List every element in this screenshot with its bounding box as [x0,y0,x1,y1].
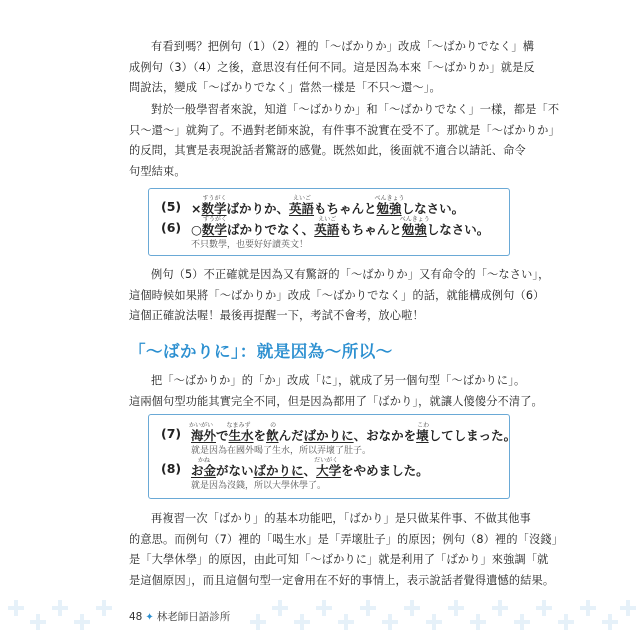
paragraph-line: 把「～ばかりか」的「か」改成「に」，就成了另一個句型「～ばかりに」。 [151,374,526,387]
paragraph-line: 有看到嗎？把例句（1）（2）裡的「～ばかりか」改成「～ばかりでなく」構 [151,40,535,53]
example-sentence: × すうがく 数学ばかりか、 えいご 英語もちゃんと べんきょう 勉強しなさい。 [191,195,465,216]
furigana: なまみず [226,422,251,429]
example-box-2 [148,414,517,499]
paragraph-line: 句型結束。 [129,165,186,179]
example-number: (6) [161,220,182,235]
plus-icon [360,600,376,616]
paragraph-line: 例句（5）不正確就是因為又有驚訝的「～ばかりか」又有命令的「～なさい」， [151,268,550,281]
plus-icon [470,614,486,630]
example-number: (5) [161,199,182,214]
furigana: べんきょう [374,195,405,202]
example-sentence: かいがい 海外で なまみず 生水を の 飲んだばかりに、おなかを こわ 壊してしまった。 [189,422,517,443]
furigana: べんきょう [399,216,430,223]
furigana: すうがく [202,216,227,223]
word: かいがい 海外 [189,422,217,443]
word: べんきょう 勉強 [399,216,430,237]
paragraph-line: 再複習一次「ばかり」的基本功能吧，「ばかり」是只做某件事、不做其他事 [151,512,531,525]
star-icon: ✦ [145,612,154,623]
section-heading: 「～ばかりに」：就是因為～所以～ [129,342,393,361]
example-box-1 [148,188,510,256]
furigana: の [270,422,277,429]
paragraph-line: 是這個原因」，而且這個句型一定會用在不好的事情上，表示說話者覺得遺憾的結果。 [129,574,555,588]
example-translation: 就是因為沒錢，所以大學休學了。 [191,481,327,491]
plus-icon [620,600,636,616]
plus-icon [426,614,442,630]
correct-mark: ○ [191,222,202,237]
plus-icon [30,614,46,630]
paragraph-line: 的意思。而例句（7）裡的「喝生水」是「弄壞肚子」的原因；例句（8）裡的「沒錢」 [129,532,564,546]
paragraph-5 [129,509,564,592]
word: すうがく 数学 [201,195,227,216]
example-number: (7) [161,426,182,441]
footer-pattern [0,596,640,640]
paragraph-line: 成例句（3）（4）之後，意思沒有任何不同。這是因為本來「～ばかりか」就是反 [129,60,535,74]
paragraph-1 [129,37,535,99]
furigana: かね [198,457,211,464]
paragraph-4 [129,371,543,412]
example-translation: 不只數學，也要好好讀英文！ [191,240,309,250]
plus-icon [52,600,68,616]
plus-icon [8,600,24,616]
plus-icon [382,614,398,630]
furigana: えいご [293,195,312,202]
word: べんきょう 勉強 [374,195,405,216]
furigana: こわ [417,422,430,429]
plus-icon [448,600,464,616]
plus-icon [492,600,508,616]
page-number: 48 [129,611,143,623]
plus-icon [536,600,552,616]
paragraph-line: 的反問，其實是表現說話者驚訝的感覺。既然如此，後面就不適合以請託、命令 [129,144,526,158]
paragraph-line: 這個正確說法喔！最後再提醒一下，考試不會考，放心啦！ [129,309,424,323]
plus-icon [96,600,112,616]
example-sentence: かね お金がないばかりに、 だいがく 大学をやめました。 [191,457,429,478]
paragraph-line: 這個時候如果將「～ばかりか」改成「～ばかりでなく」的話，就能構成例句（6） [129,288,545,302]
plus-icon [74,614,90,630]
plus-icon [250,614,266,630]
plus-icon [558,614,574,630]
word: なまみず 生水 [226,422,254,443]
plus-icon [514,614,530,630]
word: の 飲 [266,422,279,443]
example-number: (8) [161,461,182,476]
furigana: かいがい [189,422,214,429]
paragraph-line: 問說法，變成「～ばかりでなく」當然一樣是「不只～還～」。 [129,81,441,95]
word: えいご 英語 [289,195,315,216]
plus-icon [338,614,354,630]
plus-icon [580,600,596,616]
paragraph-3 [129,265,550,327]
paragraph-line: 是「大學休學」的原因，由此可知「～ばかりに」就是利用了「ばかり」來強調「就 [129,553,549,567]
paragraph-line: 對於一般學習者來說，知道「～ばかりか」和「～ばかりでなく」一樣，都是「不 [151,103,560,116]
paragraph-line: 這兩個句型功能其實完全不同，但是因為都用了「ばかり」，就讓人傻傻分不清了。 [129,394,543,408]
word: こわ 壊 [416,422,430,443]
example-sentence: ○ すうがく 数学ばかりでなく、 えいご 英語もちゃんと べんきょう 勉強しなさい。 [191,216,490,237]
word: かね お金 [191,457,217,478]
furigana: えいご [318,216,337,223]
book-title: 林老師日語診所 [156,611,231,623]
example-translation: 就是因為在國外喝了生水，所以弄壞了肚子。 [191,446,372,456]
page-footer [129,609,234,624]
paragraph-line: 只～還～」就夠了。不過對老師來說，有件事不說實在受不了。那就是「～ばかりか」 [129,123,560,137]
furigana: すうがく [202,195,227,202]
word: えいご 英語 [314,216,340,237]
furigana: だいがく [314,457,339,464]
incorrect-mark: × [191,201,202,216]
plus-icon [294,614,310,630]
paragraph-2 [129,100,560,183]
plus-icon [602,614,618,630]
plus-icon [272,600,288,616]
plus-icon [404,600,420,616]
word: だいがく 大学 [314,457,342,478]
plus-icon [316,600,332,616]
word: すうがく 数学 [201,216,227,237]
